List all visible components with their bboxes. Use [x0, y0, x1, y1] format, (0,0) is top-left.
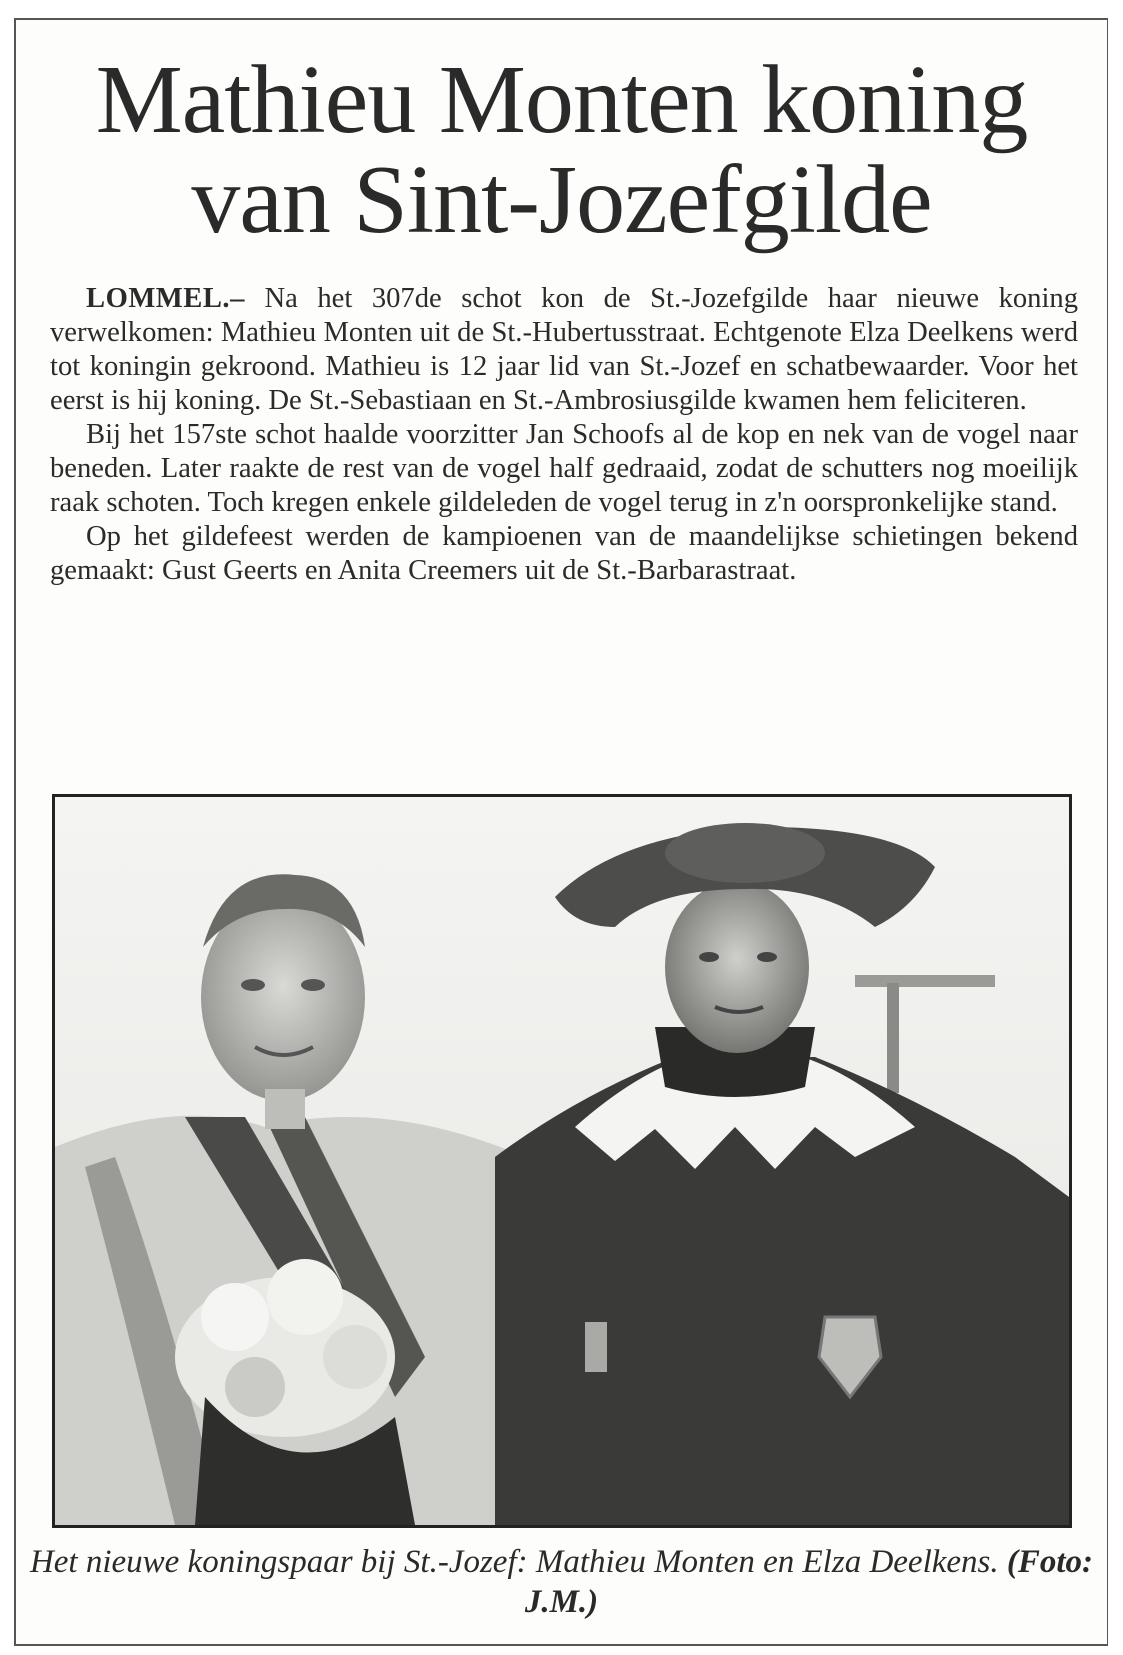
- photo-illustration: [55, 797, 1069, 1525]
- photo-caption: [16, 1542, 1107, 1622]
- paragraph-3: Op het gildefeest werden de kampioenen van de maandelijkse schietingen bekend gemaakt: Gust Geerts en Anita Creemers uit de St.-Barbarastraat.: [50, 521, 1078, 586]
- headline-line-2: van Sint-Jozefgilde: [191, 146, 932, 254]
- dateline: LOMMEL.–: [86, 283, 245, 314]
- paragraph-1-text: Na het 307de schot kon de St.-Jozefgilde haar nieuwe koning verwelkomen: Mathieu Monten uit de St.-Hubertusstraat. Echtgenote Elza Deelkens werd tot koningin gekroond. Mathieu is 12 jaar lid van St.-Jozef en schatbewaarder. Voor het eerst is hij koning. De St.-Sebastiaan en St.-Ambrosiusgilde kwamen hem feliciteren.: [50, 283, 1078, 416]
- paragraph-2: Bij het 157ste schot haalde voorzitter Jan Schoofs al de kop en nek van de vogel naar beneden. Later raakte de rest van de vogel half gedraaid, zodat de schutters nog moeilijk raak schoten. Toch kregen enkele gildeleden de vogel terug in z'n oorspronkelijke stand.: [50, 419, 1078, 518]
- news-photo: [52, 794, 1072, 1528]
- article-body: [50, 282, 1078, 588]
- caption-text: Het nieuwe koningspaar bij St.-Jozef: Mathieu Monten en Elza Deelkens.: [29, 1544, 999, 1580]
- photo-credit: (Foto: J.M.): [524, 1544, 1094, 1620]
- newspaper-clipping: [14, 18, 1108, 1646]
- headline-line-1: Mathieu Monten koning: [95, 46, 1028, 154]
- headline: [16, 46, 1107, 254]
- paragraph-1: [50, 282, 1078, 418]
